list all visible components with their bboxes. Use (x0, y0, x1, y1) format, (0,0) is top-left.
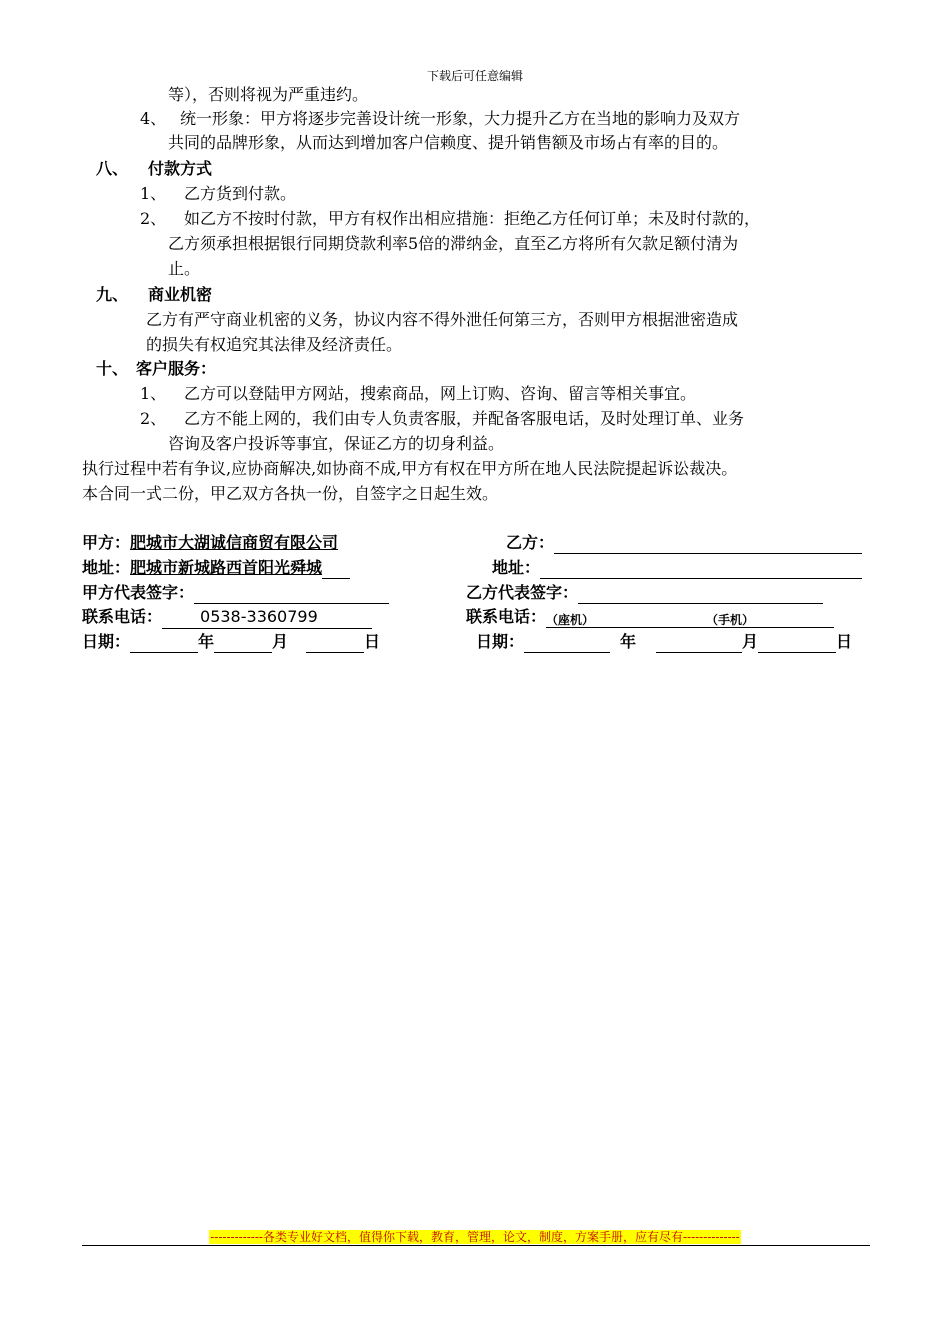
day-blank (758, 634, 836, 653)
party-b-row (506, 532, 862, 554)
year-blank (524, 634, 610, 653)
text-line: 止。 (168, 259, 201, 278)
party-a-date-row (82, 631, 380, 653)
party-a-name: 肥城市大湖诚信商贸有限公司 (130, 533, 339, 552)
phone-blank (546, 607, 834, 628)
party-a-phone-row (82, 606, 372, 629)
clause-item (140, 183, 296, 205)
year-blank (130, 634, 198, 653)
item-text: 统一形象：甲方将逐步完善设计统一形象，大力提升乙方在当地的影响力及双方 (180, 109, 741, 128)
text-line: 共同的品牌形象，从而达到增加客户信赖度、提升销售额及市场占有率的目的。 (168, 133, 729, 152)
phone-label: 联系电话： (466, 607, 547, 626)
rep-blank (194, 585, 389, 604)
month-blank (656, 634, 742, 653)
day-label: 日 (836, 632, 853, 651)
page-header-note: 下载后可任意编辑 (426, 69, 523, 83)
landline-label: （座机） (546, 613, 595, 627)
date-label: 日期： (476, 632, 525, 651)
item-text: 乙方可以登陆甲方网站，搜索商品，网上订购、咨询、留言等相关事宜。 (184, 384, 697, 403)
party-b-date-row (476, 631, 852, 653)
section-number: 九、 (96, 285, 129, 304)
section-title: 客户服务： (136, 359, 217, 378)
year-label: 年 (198, 632, 215, 651)
clause-item (140, 383, 696, 405)
year-label: 年 (620, 632, 637, 651)
item-number: 1、 (140, 184, 167, 203)
party-b-rep-row (466, 582, 823, 604)
party-b-address-row (492, 557, 862, 579)
date-label: 日期： (82, 632, 131, 651)
phone-label: 联系电话： (82, 607, 163, 626)
footer-divider (82, 1245, 870, 1246)
rep-blank (578, 585, 823, 604)
text-line: 的损失有权追究其法律及经济责任。 (146, 335, 403, 354)
clause-item (140, 408, 744, 430)
text-line: 等），否则将视为严重违约。 (168, 85, 369, 104)
rep-label: 乙方代表签字： (466, 583, 579, 602)
party-a-phone: 0538-3360799 (162, 606, 372, 629)
item-text: 乙方不能上网的，我们由专人负责客服，并配备客服电话，及时处理订单、业务 (184, 409, 745, 428)
clause-item-4 (140, 108, 740, 130)
footer-text: -------------各类专业好文档，值得你下载，教育，管理，论文，制度，方案手册，应有尽有-------------- (210, 1230, 740, 1244)
party-b-blank (554, 535, 862, 554)
month-label: 月 (272, 632, 289, 651)
item-text: 乙方货到付款。 (184, 184, 297, 203)
party-b-phone-row (466, 606, 834, 628)
month-blank (214, 634, 272, 653)
item-number: 4、 (140, 109, 167, 128)
section-number: 十、 (96, 359, 129, 378)
address-label: 地址： (492, 558, 541, 577)
item-text: 如乙方不按时付款，甲方有权作出相应措施：拒绝乙方任何订单；未及时付款的， (184, 209, 761, 228)
day-blank (306, 634, 364, 653)
address-blank (322, 560, 350, 579)
section-8-heading (96, 158, 212, 180)
section-title: 付款方式 (148, 159, 213, 178)
footer-banner (0, 1226, 950, 1245)
party-a-label: 甲方： (82, 533, 131, 552)
party-b-label: 乙方： (506, 533, 555, 552)
party-a-address-row (82, 557, 350, 579)
text-line: 乙方须承担根据银行同期贷款利率5倍的滞纳金，直至乙方将所有欠款足额付清为 (168, 234, 739, 253)
address-label: 地址： (82, 558, 131, 577)
item-number: 2、 (140, 209, 167, 228)
section-number: 八、 (96, 159, 129, 178)
address-blank (540, 560, 862, 579)
section-title: 商业机密 (148, 285, 213, 304)
copies-clause: 本合同一式二份，甲乙双方各执一份，自签字之日起生效。 (82, 484, 499, 503)
party-a-rep-row (82, 582, 389, 604)
item-number: 1、 (140, 384, 167, 403)
dispute-clause: 执行过程中若有争议,应协商解决,如协商不成,甲方有权在甲方所在地人民法院提起诉讼裁决。 (82, 459, 738, 478)
section-9-heading (96, 284, 212, 306)
mobile-label: （手机） (706, 613, 755, 627)
section-10-heading (96, 358, 216, 380)
clause-item (140, 208, 760, 230)
text-line: 乙方有严守商业机密的义务，协议内容不得外泄任何第三方，否则甲方根据泄密造成 (146, 310, 739, 329)
item-number: 2、 (140, 409, 167, 428)
party-a-row (82, 532, 338, 554)
month-label: 月 (742, 632, 759, 651)
rep-label: 甲方代表签字： (82, 583, 195, 602)
text-line: 咨询及客户投诉等事宜，保证乙方的切身利益。 (168, 434, 505, 453)
day-label: 日 (364, 632, 381, 651)
party-a-address: 肥城市新城路西首阳光舜城 (130, 558, 323, 577)
